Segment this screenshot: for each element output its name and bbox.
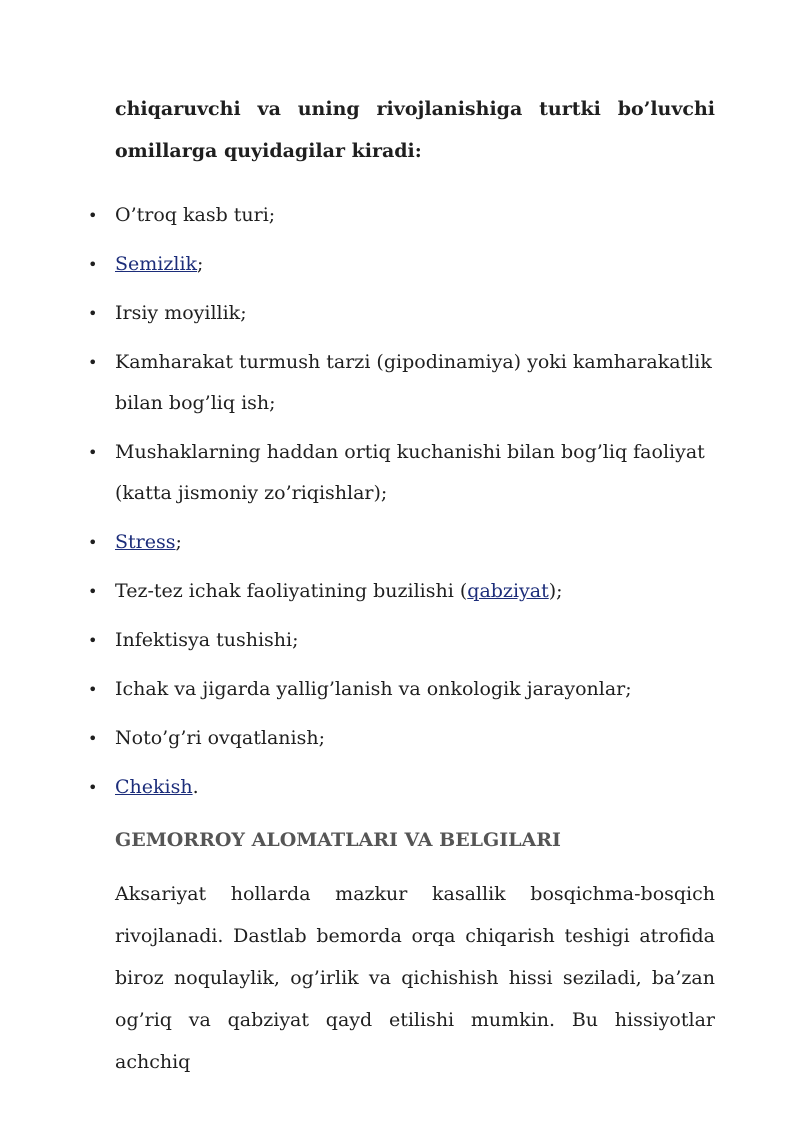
bullet-icon: • xyxy=(88,631,98,650)
list-item: • Irsiy moyillik; xyxy=(0,293,720,334)
link-stress[interactable]: Stress xyxy=(115,531,176,553)
list-item: • Infektisya tushishi; xyxy=(0,620,720,661)
list-item: • Semizlik; xyxy=(0,244,720,285)
bullet-icon: • xyxy=(88,778,98,797)
list-item: • Kamharakat turmush tarzi (gipodinamiya) yoki kamharakatlik bilan bog’liq ish; xyxy=(0,342,720,424)
list-item: • O’troq kasb turi; xyxy=(0,195,720,236)
risk-factor-list xyxy=(0,195,800,816)
bullet-icon: • xyxy=(88,255,98,274)
bullet-icon: • xyxy=(88,680,98,699)
bullet-icon: • xyxy=(88,304,98,323)
intro-text: chiqaruvchi va uning rivojlanishiga turtki bo’luvchi omillarga quyidagilar kiradi: xyxy=(115,98,715,162)
bullet-icon: • xyxy=(88,353,98,372)
bullet-icon: • xyxy=(88,206,98,225)
body-paragraph: Aksariyat hollarda mazkur kasallik bosqichma-bosqich rivojlanadi. Dastlab bemorda orqa chiqarish teshigi atrofida biroz noqulaylik, og’irlik va qichishish hissi seziladi, ba’zan og’riq va qabziyat qayd etilishi mumkin. Bu hissiyotlar achchiq xyxy=(115,883,715,1073)
list-item: • Noto’g’ri ovqatlanish; xyxy=(0,718,720,759)
bullet-icon: • xyxy=(88,582,98,601)
list-item: • Tez-tez ichak faoliyatining buzilishi (qabziyat); xyxy=(0,571,720,612)
bullet-icon: • xyxy=(88,533,98,552)
bullet-icon: • xyxy=(88,729,98,748)
link-chekish[interactable]: Chekish xyxy=(115,776,193,798)
list-item: • Mushaklarning haddan ortiq kuchanishi bilan bog’liq faoliyat (katta jismoniy zo’riqishlar); xyxy=(0,432,720,514)
section-heading: GEMORROY ALOMATLARI VA BELGILARI xyxy=(115,829,561,851)
list-item: • Ichak va jigarda yallig’lanish va onkologik jarayonlar; xyxy=(0,669,720,710)
link-semizlik[interactable]: Semizlik xyxy=(115,253,198,275)
link-qabziyat[interactable]: qabziyat xyxy=(467,580,549,602)
list-item: • Stress; xyxy=(0,522,720,563)
bullet-icon: • xyxy=(88,443,98,462)
list-item: • Chekish. xyxy=(0,767,720,808)
